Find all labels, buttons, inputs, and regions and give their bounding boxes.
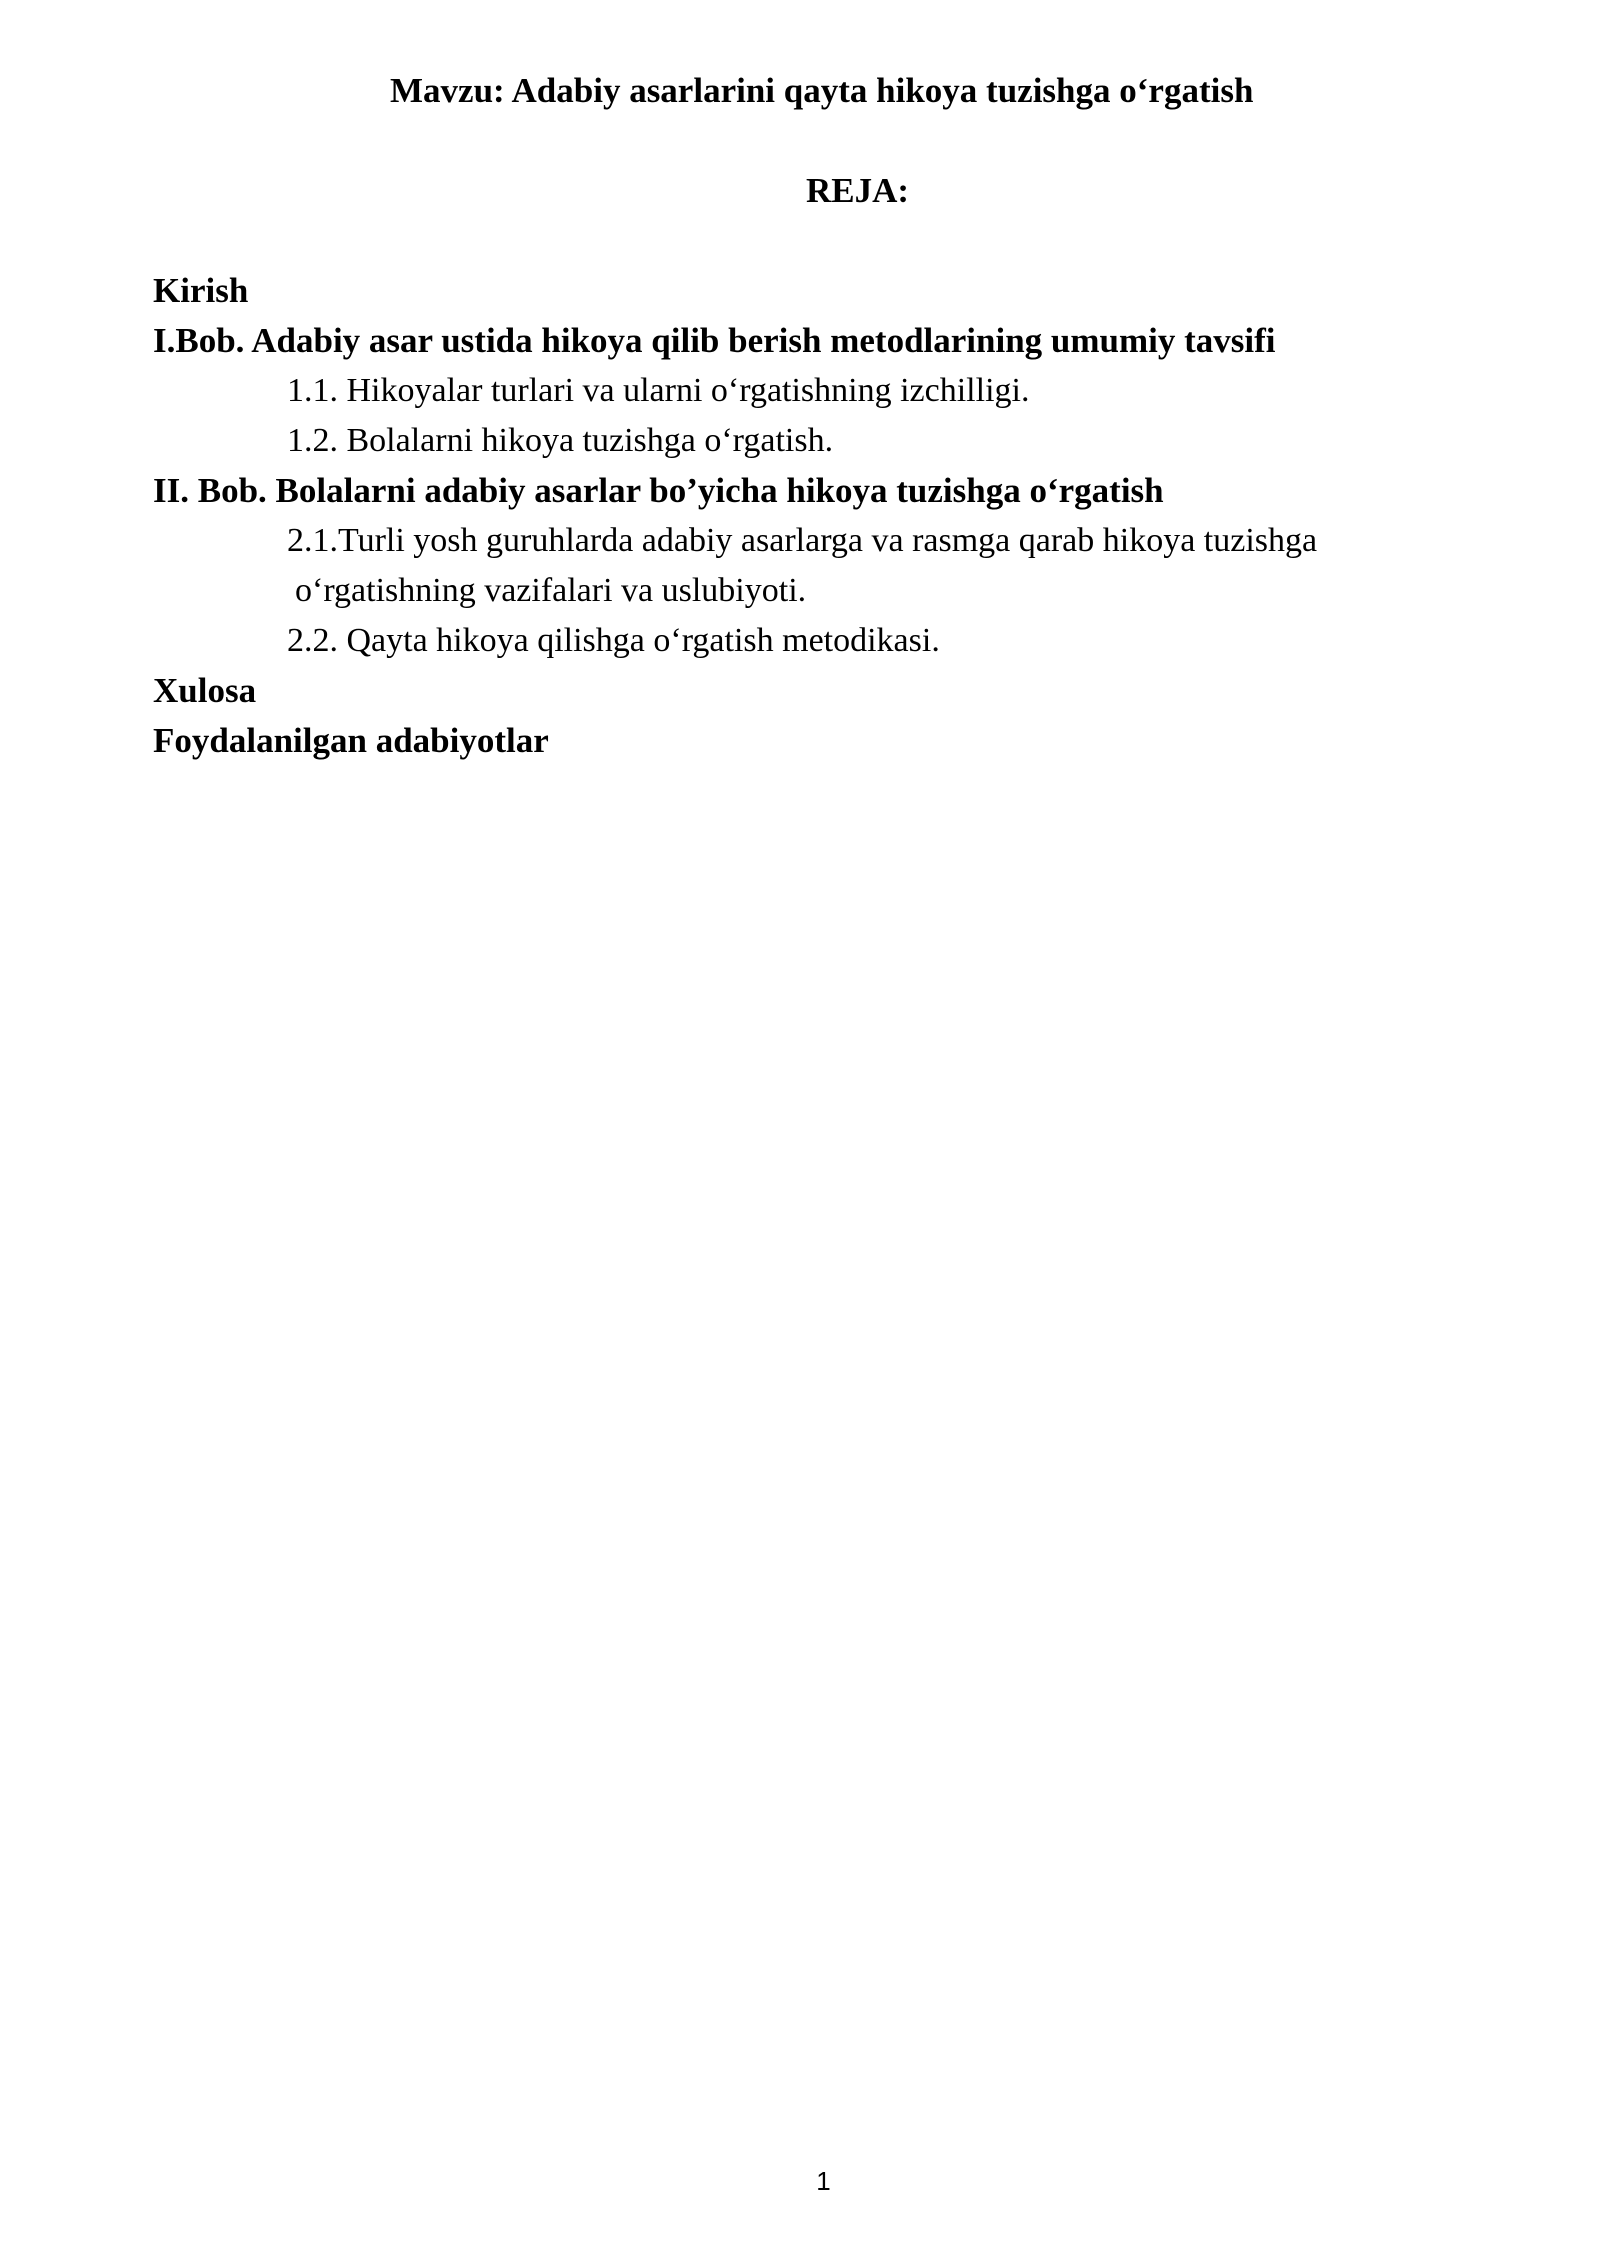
plan-heading: REJA: [806,171,910,210]
document-title: Mavzu: Adabiy asarlarini qayta hikoya tuzishga o‘rgatish [390,71,1254,110]
toc-subsection-2-2: 2.2. Qayta hikoya qilishga o‘rgatish metodikasi. [287,622,940,659]
toc-subsection-1-2: 1.2. Bolalarni hikoya tuzishga o‘rgatish. [287,422,834,459]
toc-subsection-2-1: 2.1.Turli yosh guruhlarda adabiy asarlarga va rasmga qarab hikoya tuzishga [287,522,1318,559]
toc-heading-introduction: Kirish [153,271,249,310]
toc-heading-references: Foydalanilgan adabiyotlar [153,721,549,760]
toc-heading-conclusion: Xulosa [153,671,257,710]
toc-subsection-1-1: 1.1. Hikoyalar turlari va ularni o‘rgatishning izchilligi. [287,372,1030,409]
page-number: 1 [816,2166,831,2196]
table-of-contents [153,266,1453,766]
toc-heading-chapter-1: I.Bob. Adabiy asar ustida hikoya qilib berish metodlarining umumiy tavsifi [153,321,1276,360]
toc-subsection-2-1-continuation: o‘rgatishning vazifalari va uslubiyoti. [295,572,807,609]
toc-heading-chapter-2: II. Bob. Bolalarni adabiy asarlar bo’yicha hikoya tuzishga o‘rgatish [153,471,1164,510]
